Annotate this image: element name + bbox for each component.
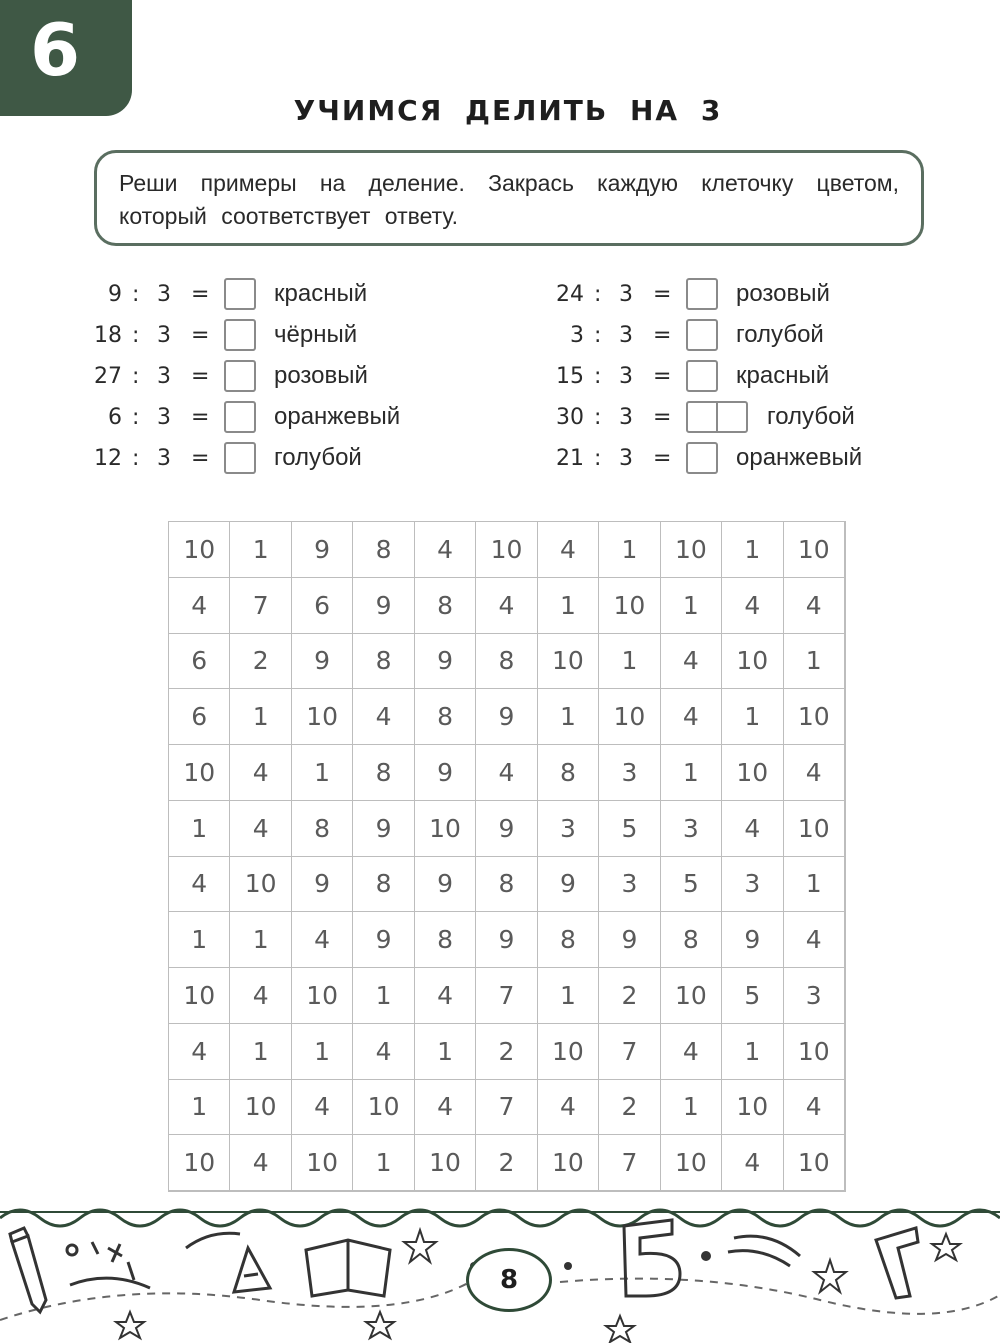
grid-cell[interactable]: 6 [169,689,230,745]
grid-cell[interactable]: 10 [230,1080,291,1136]
grid-cell[interactable]: 8 [538,745,599,801]
grid-cell[interactable]: 7 [476,968,537,1024]
color-name: красный [736,362,830,389]
answer-box[interactable] [224,442,256,474]
grid-cell[interactable]: 1 [230,1024,291,1080]
dividend: 9 [108,282,122,307]
divisor: 3 [619,282,633,307]
grid-cell[interactable]: 10 [538,1024,599,1080]
grid-cell[interactable]: 8 [476,857,537,913]
grid-cell[interactable]: 8 [353,522,414,578]
grid-cell[interactable]: 1 [599,522,660,578]
grid-cell[interactable]: 4 [784,912,845,968]
grid-cell[interactable]: 9 [476,689,537,745]
divisor: 3 [619,364,633,389]
instruction-box [94,150,924,246]
grid-cell[interactable]: 4 [292,912,353,968]
grid-cell[interactable]: 10 [784,689,845,745]
equals-sign: = [653,323,672,348]
grid-cell[interactable]: 9 [599,912,660,968]
grid-cell[interactable]: 10 [784,1135,845,1191]
grid-cell[interactable]: 4 [230,801,291,857]
math-doodle-icon [67,1242,150,1288]
divisor: 3 [157,323,171,348]
grid-cell[interactable]: 1 [784,857,845,913]
division-sign: : [594,364,602,389]
divisor: 3 [619,446,633,471]
grid-cell[interactable]: 10 [661,522,722,578]
color-name: голубой [274,444,362,471]
division-sign: : [132,446,140,471]
grid-cell[interactable]: 4 [722,1135,783,1191]
grid-cell[interactable]: 2 [476,1135,537,1191]
grid-cell[interactable]: 7 [599,1024,660,1080]
grid-cell[interactable]: 9 [353,801,414,857]
grid-cell[interactable]: 4 [169,857,230,913]
grid-cell[interactable]: 3 [784,968,845,1024]
grid-cell[interactable]: 4 [661,1024,722,1080]
dividend: 27 [94,364,122,389]
division-sign: : [594,405,602,430]
answer-box[interactable] [224,278,256,310]
grid-cell[interactable]: 8 [353,745,414,801]
grid-cell[interactable]: 8 [415,912,476,968]
grid-cell[interactable]: 10 [722,634,783,690]
grid-cell[interactable]: 9 [353,912,414,968]
example-row [556,317,956,355]
grid-cell[interactable]: 4 [230,1135,291,1191]
grid-cell[interactable]: 10 [415,1135,476,1191]
letter-b-icon [624,1220,680,1296]
grid-cell[interactable]: 1 [230,912,291,968]
grid-cell[interactable]: 1 [661,1080,722,1136]
example-row [94,358,494,396]
grid-cell[interactable]: 10 [292,968,353,1024]
grid-cell[interactable]: 7 [599,1135,660,1191]
grid-cell[interactable]: 1 [169,1080,230,1136]
grid-cell[interactable]: 8 [661,912,722,968]
grid-cell[interactable]: 4 [292,1080,353,1136]
grid-cell[interactable]: 10 [538,634,599,690]
top-scallop-line [0,1210,1000,1226]
grid-cell[interactable]: 10 [599,578,660,634]
grid-cell[interactable]: 1 [353,968,414,1024]
color-name: оранжевый [274,403,401,430]
grid-cell[interactable]: 10 [292,1135,353,1191]
grid-cell[interactable]: 6 [292,578,353,634]
grid-cell[interactable]: 1 [169,912,230,968]
example-row [94,276,494,314]
grid-cell[interactable]: 4 [353,689,414,745]
color-name: голубой [767,403,855,430]
letter-g-icon [876,1228,918,1298]
grid-cell[interactable]: 1 [722,689,783,745]
grid-cell[interactable]: 1 [599,634,660,690]
grid-cell[interactable]: 10 [353,1080,414,1136]
grid-cell[interactable]: 8 [353,857,414,913]
instruction-line-1: Реши примеры на деление. Закрась каждую клеточку цветом, [119,170,899,196]
dividend: 3 [570,323,584,348]
dividend: 15 [556,364,584,389]
grid-cell[interactable]: 10 [169,968,230,1024]
page-number: 8 [499,1265,519,1295]
grid-cell[interactable]: 9 [476,801,537,857]
grid-cell[interactable]: 4 [476,745,537,801]
grid-cell[interactable]: 10 [169,522,230,578]
color-name: оранжевый [736,444,863,471]
grid-cell[interactable]: 10 [784,522,845,578]
open-book-icon [306,1240,390,1296]
grid-cell[interactable]: 3 [538,801,599,857]
example-row [94,399,494,437]
grid-cell[interactable]: 9 [538,857,599,913]
dividend: 21 [556,446,584,471]
division-sign: : [132,323,140,348]
grid-cell[interactable]: 1 [292,1024,353,1080]
equals-sign: = [653,405,672,430]
grid-cell[interactable]: 4 [476,578,537,634]
grid-cell[interactable]: 1 [230,522,291,578]
example-row [556,276,956,314]
grid-cell[interactable]: 9 [415,857,476,913]
grid-cell[interactable]: 4 [353,1024,414,1080]
division-sign: : [594,282,602,307]
equals-sign: = [191,364,210,389]
equals-sign: = [653,446,672,471]
grid-cell[interactable]: 7 [230,578,291,634]
grid-cell[interactable]: 1 [661,578,722,634]
grid-cell[interactable]: 3 [661,801,722,857]
grid-cell[interactable]: 1 [353,1135,414,1191]
equals-sign: = [653,282,672,307]
letter-a-icon [234,1248,270,1292]
grid-cell[interactable]: 1 [538,578,599,634]
dividend: 6 [108,405,122,430]
example-row [556,399,956,437]
grid-cell[interactable]: 4 [722,801,783,857]
answer-box[interactable] [224,319,256,351]
pencil-icon [10,1228,46,1312]
grid-cell[interactable]: 5 [722,968,783,1024]
grid-cell[interactable]: 8 [415,578,476,634]
page-title: УЧИМСЯ ДЕЛИТЬ НА 3 [293,94,723,127]
grid-cell[interactable]: 10 [476,522,537,578]
grid-cell[interactable]: 4 [722,578,783,634]
grid-cell[interactable]: 1 [538,968,599,1024]
answer-box[interactable] [686,360,718,392]
lesson-number: 6 [29,8,81,92]
equals-sign: = [191,446,210,471]
grid-cell[interactable]: 4 [415,1080,476,1136]
grid-cell[interactable]: 1 [230,689,291,745]
grid-cell[interactable]: 3 [599,745,660,801]
page-number-badge [466,1248,552,1312]
grid-cell[interactable]: 4 [661,634,722,690]
grid-cell[interactable]: 8 [353,634,414,690]
grid-cell[interactable]: 3 [599,857,660,913]
division-sign: : [132,405,140,430]
grid-cell[interactable]: 6 [169,634,230,690]
answer-box[interactable] [686,401,748,433]
division-sign: : [132,364,140,389]
grid-cell[interactable]: 1 [722,1024,783,1080]
divisor: 3 [157,405,171,430]
grid-cell[interactable]: 10 [661,1135,722,1191]
grid-cell[interactable]: 2 [599,1080,660,1136]
divisor: 3 [157,446,171,471]
grid-cell[interactable]: 1 [169,801,230,857]
grid-cell[interactable]: 2 [230,634,291,690]
grid-cell[interactable]: 9 [415,634,476,690]
grid-cell[interactable]: 10 [784,1024,845,1080]
divisor: 3 [157,364,171,389]
grid-cell[interactable]: 3 [722,857,783,913]
grid-cell[interactable]: 1 [292,745,353,801]
grid-cell[interactable]: 10 [415,801,476,857]
divisor: 3 [619,323,633,348]
grid-cell[interactable]: 4 [538,522,599,578]
divisor: 3 [157,282,171,307]
answer-box[interactable] [224,360,256,392]
grid-cell[interactable]: 4 [230,968,291,1024]
instruction-line-2: который соответствует ответу. [119,203,458,229]
grid-cell[interactable]: 9 [415,745,476,801]
grid-cell[interactable]: 8 [292,801,353,857]
grid-cell[interactable]: 4 [538,1080,599,1136]
color-name: чёрный [274,321,358,348]
grid-cell[interactable]: 10 [784,801,845,857]
division-sign: : [594,446,602,471]
grid-cell[interactable]: 4 [415,522,476,578]
division-sign: : [594,323,602,348]
grid-cell[interactable]: 10 [230,857,291,913]
grid-cell[interactable]: 8 [415,689,476,745]
answer-box[interactable] [224,401,256,433]
grid-cell[interactable]: 9 [292,522,353,578]
grid-cell[interactable]: 9 [476,912,537,968]
answer-box[interactable] [686,442,718,474]
grid-cell[interactable]: 1 [784,634,845,690]
division-sign: : [132,282,140,307]
grid-cell[interactable]: 1 [415,1024,476,1080]
grid-cell[interactable]: 10 [292,689,353,745]
grid-cell[interactable]: 4 [661,689,722,745]
color-name: розовый [274,362,368,389]
grid-cell[interactable]: 10 [169,745,230,801]
grid-cell[interactable]: 4 [169,1024,230,1080]
example-row [94,440,494,478]
equals-sign: = [191,405,210,430]
grid-cell[interactable]: 4 [169,578,230,634]
coloring-grid [168,521,846,1192]
grid-cell[interactable]: 9 [353,578,414,634]
answer-box[interactable] [686,319,718,351]
dividend: 12 [94,446,122,471]
grid-cell[interactable]: 10 [722,1080,783,1136]
example-row [94,317,494,355]
example-row [556,358,956,396]
grid-cell[interactable]: 4 [415,968,476,1024]
grid-cell[interactable]: 9 [292,634,353,690]
example-row [556,440,956,478]
dividend: 18 [94,323,122,348]
grid-cell[interactable]: 4 [784,745,845,801]
grid-cell[interactable]: 8 [476,634,537,690]
color-name: розовый [736,280,830,307]
grid-cell[interactable]: 10 [661,968,722,1024]
divisor: 3 [619,405,633,430]
color-name: голубой [736,321,824,348]
grid-cell[interactable]: 4 [230,745,291,801]
color-name: красный [274,280,368,307]
grid-cell[interactable]: 10 [169,1135,230,1191]
grid-cell[interactable]: 9 [292,857,353,913]
dividend: 24 [556,282,584,307]
grid-cell[interactable]: 10 [599,689,660,745]
grid-cell[interactable]: 1 [722,522,783,578]
grid-cell[interactable]: 2 [476,1024,537,1080]
equals-sign: = [191,282,210,307]
grid-cell[interactable]: 5 [661,857,722,913]
answer-box[interactable] [686,278,718,310]
dividend: 30 [556,405,584,430]
grid-cell[interactable]: 2 [599,968,660,1024]
grid-cell[interactable]: 5 [599,801,660,857]
equals-sign: = [191,323,210,348]
grid-cell[interactable]: 9 [722,912,783,968]
equals-sign: = [653,364,672,389]
grid-cell[interactable]: 8 [538,912,599,968]
grid-cell[interactable]: 7 [476,1080,537,1136]
grid-cell[interactable]: 4 [784,1080,845,1136]
grid-cell[interactable]: 4 [784,578,845,634]
grid-cell[interactable]: 1 [538,689,599,745]
grid-cell[interactable]: 10 [538,1135,599,1191]
grid-cell[interactable]: 1 [661,745,722,801]
grid-cell[interactable]: 10 [722,745,783,801]
